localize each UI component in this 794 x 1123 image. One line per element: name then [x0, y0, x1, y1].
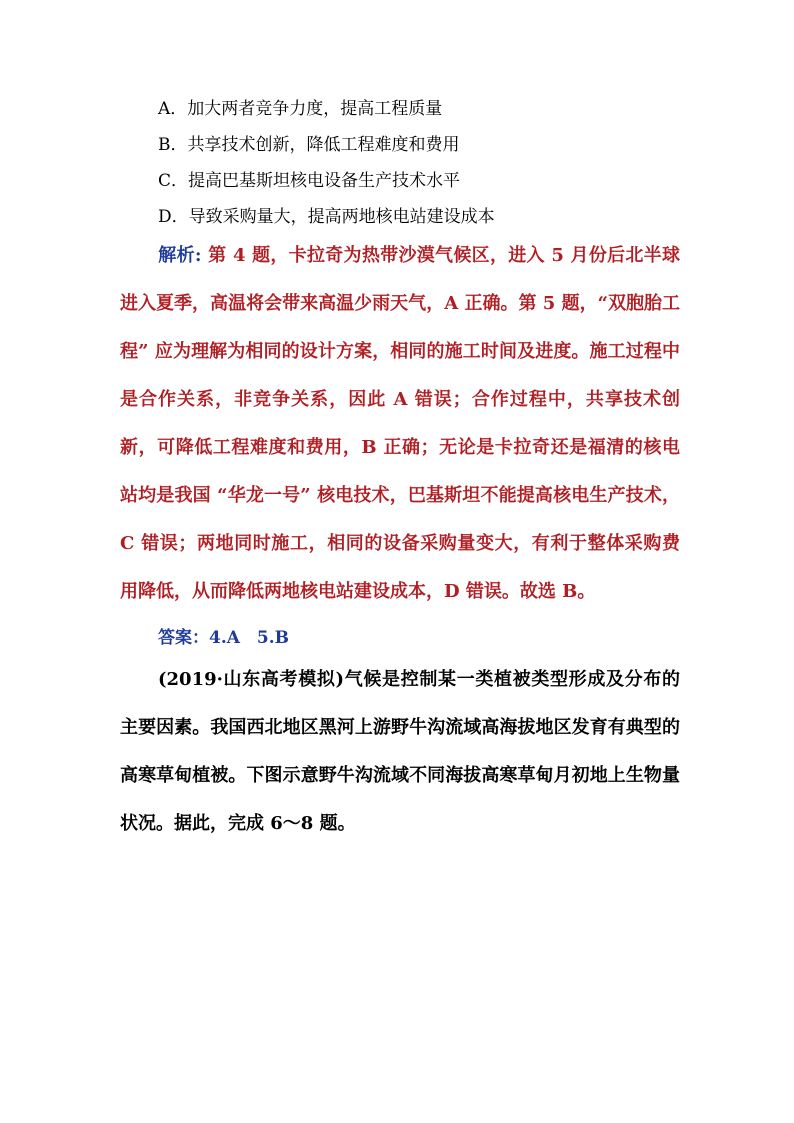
question-intro-text: (2019·山东高考模拟)气候是控制某一类植被类型形成及分布的主要因素。我国西北地区黑河上游野牛沟流域高海拔地区发育有典型的高寒草甸植被。下图示意野牛沟流域不同海拔高寒草甸月初地上生物量状况。据此，完成 6～8 题。	[120, 669, 680, 834]
option-a: A．加大两者竞争力度，提高工程质量	[158, 99, 443, 119]
analysis-label: 解析:	[158, 245, 202, 266]
analysis-text: 第 4 题，卡拉奇为热带沙漠气候区，进入 5 月份后北半球进入夏季，高温将会带来高温少雨天气，A 正确。第 5 题，“双胞胎工程” 应为理解为相同的设计方案，相同的施工时间及进度。施工过程中是合作关系，非竞争关系，因此 A 错误；合作过程中，共享技术创新，可降低工程难度和费用，B 正确；无论是卡拉奇还是福清的核电站均是我国 “华龙一号” 核电技术，巴基斯坦不能提高核电生产技术，C 错误；两地同时施工，相同的设备采购量变大，有利于整体采购费用降低，从而降低两地核电站建设成本，D 错误。故选 B。	[120, 245, 680, 602]
option-b: B．共享技术创新，降低工程难度和费用	[158, 135, 460, 155]
answer-text: 4.A 5.B	[209, 628, 290, 648]
option-d: D．导致采购量大，提高两地核电站建设成本	[158, 207, 495, 227]
option-c: C．提高巴基斯坦核电设备生产技术水平	[158, 171, 461, 191]
answer-line	[158, 626, 289, 650]
analysis-paragraph	[120, 232, 680, 616]
answer-label: 答案：	[158, 628, 209, 648]
question-intro-paragraph	[120, 656, 680, 848]
